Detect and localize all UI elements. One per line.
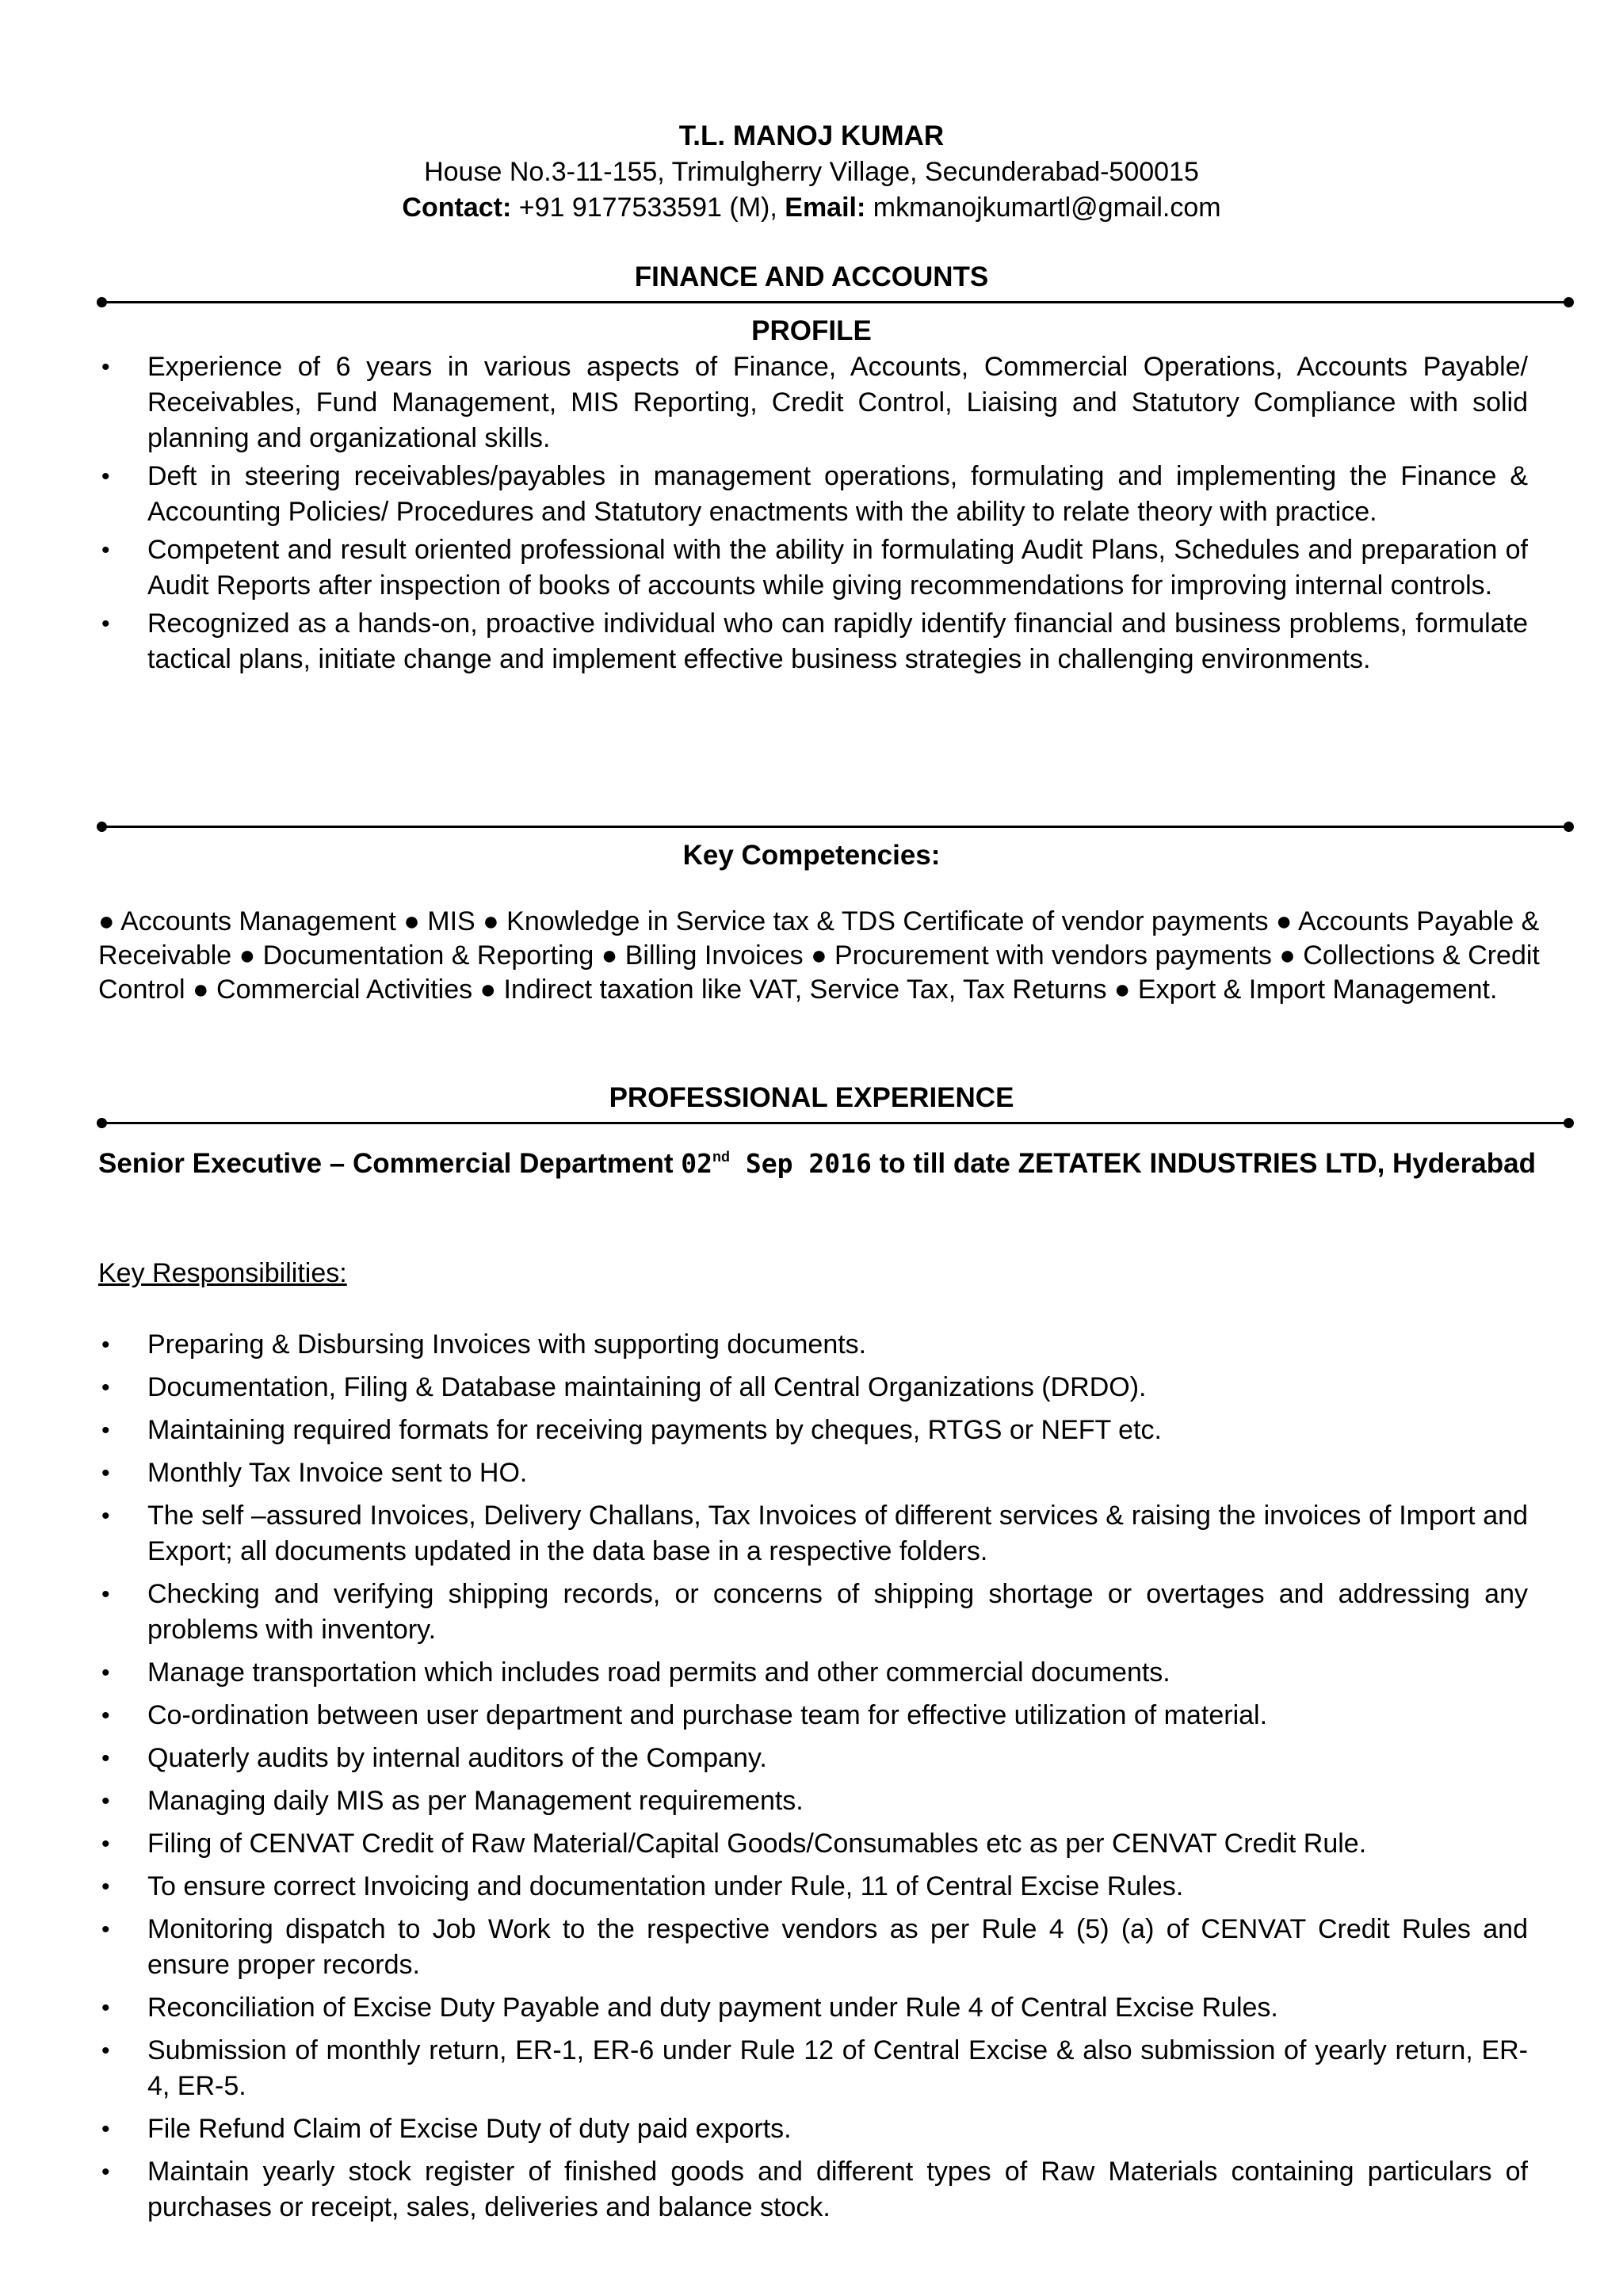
bullet-icon: •: [101, 1375, 110, 1401]
bullet-icon: •: [101, 2038, 110, 2064]
responsibility-item: • The self –assured Invoices, Delivery Challans, Tax Invoices of different services & raising the invoices of Import and Export; all documents updated in the data base in a respective folders.: [101, 1498, 1528, 1569]
job-date-day: 02: [681, 1148, 713, 1179]
divider-rule: [101, 1122, 1569, 1124]
responsibility-item: • Co-ordination between user department and purchase team for effective utilization of material.: [101, 1698, 1528, 1733]
contact-line: [0, 190, 1623, 225]
responsibility-item: • Managing daily MIS as per Management requirements.: [101, 1783, 1528, 1819]
bullet-icon: •: [101, 1917, 110, 1943]
responsibility-item: • Maintaining required formats for receiving payments by cheques, RTGS or NEFT etc.: [101, 1413, 1528, 1448]
responsibility-item: • Maintain yearly stock register of finished goods and different types of Raw Materials containing particulars of purchases or receipt, sales, deliveries and balance stock.: [101, 2154, 1528, 2225]
competencies-text: ● Accounts Management ● MIS ● Knowledge in Service tax & TDS Certificate of vendor payments ● Accounts Payable & Receivable ● Documentation & Reporting ● Billing Invoices ● Procurement with vendors payments ● Collections & Credit Control ● Commercial Activities ● Indirect taxation like VAT, Service Tax, Tax Returns ● Export & Import Management.: [98, 906, 1540, 1005]
profile-item: • Competent and result oriented professional with the ability in formulating Audit Plans, Schedules and preparation of Audit Reports after inspection of books of accounts while giving recommendations for improving internal controls.: [101, 532, 1528, 604]
responsibility-item: • Manage transportation which includes road permits and other commercial documents.: [101, 1655, 1528, 1691]
email-label: Email:: [785, 193, 866, 223]
bullet-icon: •: [101, 1831, 110, 1857]
responsibility-item: • Reconciliation of Excise Duty Payable and duty payment under Rule 4 of Central Excise Rules.: [101, 1990, 1528, 2026]
responsibility-item: • Monitoring dispatch to Job Work to the respective vendors as per Rule 4 (5) (a) of CENVAT Credit Rules and ensure proper records.: [101, 1912, 1528, 1983]
bullet-icon: •: [101, 1332, 110, 1358]
bullet-icon: •: [101, 2159, 110, 2185]
job-title: [98, 1146, 1556, 1181]
job-company: to till date ZETATEK INDUSTRIES LTD, Hyderabad: [871, 1148, 1536, 1179]
divider-rule: [101, 826, 1569, 828]
responsibility-item: • File Refund Claim of Excise Duty of duty paid exports.: [101, 2111, 1528, 2147]
email-address: mkmanojkumartl@gmail.com: [865, 193, 1221, 223]
responsibilities-list: [101, 1327, 1528, 2233]
experience-title: PROFESSIONAL EXPERIENCE: [609, 1082, 1014, 1113]
bullet-icon: •: [101, 1460, 110, 1486]
profile-list: [101, 349, 1528, 680]
job-role: Senior Executive – Commercial Department: [98, 1148, 682, 1179]
responsibility-item: • Quaterly audits by internal auditors of the Company.: [101, 1741, 1528, 1776]
bullet-icon: •: [101, 354, 110, 380]
job-date-suffix: nd: [712, 1149, 731, 1165]
bullet-icon: •: [101, 611, 110, 637]
bullet-icon: •: [101, 1660, 110, 1686]
competencies-title: Key Competencies:: [682, 840, 941, 871]
responsibility-item: • Submission of monthly return, ER-1, ER-6 under Rule 12 of Central Excise & also submission of yearly return, ER-4, ER-5.: [101, 2033, 1528, 2104]
profile-item: • Experience of 6 years in various aspects of Finance, Accounts, Commercial Operations, Accounts Payable/ Receivables, Fund Management, MIS Reporting, Credit Control, Liaising and Statutory Compliance with solid planning and organizational skills.: [101, 349, 1528, 456]
candidate-address: House No.3-11-155, Trimulgherry Village, Secunderabad-500015: [424, 157, 1199, 187]
profile-item: • Deft in steering receivables/payables in management operations, formulating and implementing the Finance & Accounting Policies/ Procedures and Statutory enactments with the ability to relate theory with practice.: [101, 459, 1528, 530]
bullet-icon: •: [101, 463, 110, 490]
bullet-icon: •: [101, 1581, 110, 1608]
responsibility-item: • Checking and verifying shipping records, or concerns of shipping shortage or overtages and addressing any problems with inventory.: [101, 1577, 1528, 1648]
contact-label: Contact:: [402, 193, 512, 223]
responsibility-item: • Filing of CENVAT Credit of Raw Material/Capital Goods/Consumables etc as per CENVAT Credit Rule.: [101, 1826, 1528, 1862]
bullet-icon: •: [101, 1788, 110, 1814]
bullet-icon: •: [101, 1874, 110, 1900]
bullet-icon: •: [101, 1745, 110, 1772]
responsibility-item: • Monthly Tax Invoice sent to HO.: [101, 1455, 1528, 1491]
profile-item: • Recognized as a hands-on, proactive individual who can rapidly identify financial and business problems, formulate tactical plans, initiate change and implement effective business strategies in challenging environments.: [101, 606, 1528, 677]
phone-number: +91 9177533591 (M),: [511, 193, 785, 223]
bullet-icon: •: [101, 2116, 110, 2142]
job-date-rest: Sep 2016: [730, 1148, 872, 1179]
responsibilities-heading: Key Responsibilities:: [98, 1258, 347, 1288]
divider-rule: [101, 301, 1569, 303]
headline: FINANCE AND ACCOUNTS: [634, 261, 989, 292]
bullet-icon: •: [101, 1417, 110, 1444]
responsibility-item: • Preparing & Disbursing Invoices with supporting documents.: [101, 1327, 1528, 1363]
bullet-icon: •: [101, 1503, 110, 1529]
responsibility-item: • Documentation, Filing & Database maintaining of all Central Organizations (DRDO).: [101, 1370, 1528, 1405]
profile-title: PROFILE: [751, 315, 872, 346]
candidate-name: T.L. MANOJ KUMAR: [678, 120, 945, 151]
bullet-icon: •: [101, 1995, 110, 2021]
bullet-icon: •: [101, 537, 110, 563]
responsibility-item: • To ensure correct Invoicing and documentation under Rule, 11 of Central Excise Rules.: [101, 1869, 1528, 1905]
bullet-icon: •: [101, 1703, 110, 1729]
